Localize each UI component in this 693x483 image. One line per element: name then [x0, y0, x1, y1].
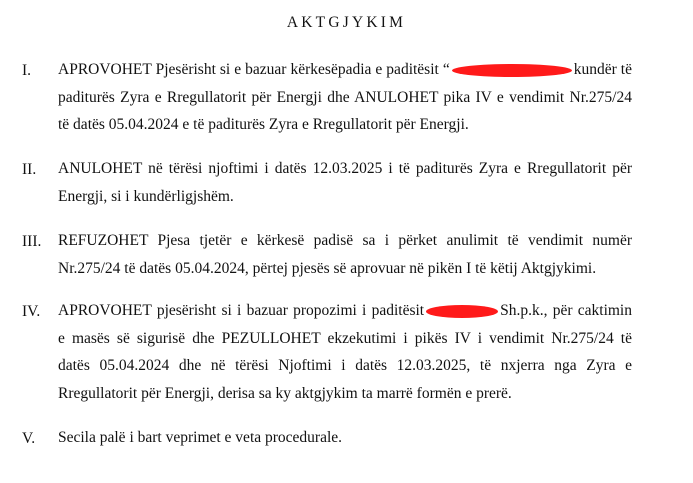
item-iii-line-1: REFUZOHET Pjesa tjetër e kërkesë padisë sa i përket anulimit të vendimit numër	[58, 232, 632, 249]
item-ii-line-2: Energji, si i kundërligjshëm.	[58, 187, 234, 205]
item-ii-line-1: ANULOHET në tërësi njoftimi i datës 12.03.2025 i të paditurës Zyra e Rregullatorit për	[58, 160, 632, 177]
item-number-i: I.	[22, 62, 32, 79]
item-ii-text	[58, 155, 632, 210]
item-iv-line-4: Rregullatorit për Energji, derisa sa ky aktgjykim ta marrë formën e prerë.	[58, 384, 512, 402]
item-i-text	[58, 56, 632, 139]
item-v-line-1: Secila palë i bart veprimet e veta procedurale.	[58, 429, 343, 446]
item-v-text	[58, 424, 632, 452]
document-title: AKTGJYKIM	[286, 14, 407, 31]
item-i-line-3: të datës 05.04.2024 e të paditurës Zyra e Rregullatorit për Energji.	[58, 116, 469, 133]
item-iii-line-2: Nr.275/24 të datës 05.04.2024, përtej pjesës së aprovuar në pikën I të këtij Aktgjykimi.	[58, 259, 597, 277]
item-number-iv: IV.	[22, 303, 41, 320]
item-number-iii: III.	[22, 233, 42, 250]
redaction-mark	[452, 64, 572, 77]
item-i-line-1: APROVOHET Pjesërisht si e bazuar kërkesëpadia e paditësit “ kundër të	[58, 61, 632, 78]
item-number-v: V.	[22, 430, 36, 447]
item-iv-line-1: APROVOHET pjesërisht si i bazuar propozimi i paditësit Sh.p.k., për caktimin	[58, 302, 632, 319]
item-iv-line-2: e masës së sigurisë dhe PEZULLOHET ekzekutimi i pikës IV i vendimit Nr.275/24 të	[58, 329, 632, 347]
item-number-ii: II.	[22, 161, 37, 178]
redaction-mark	[426, 305, 498, 318]
item-iv-text	[58, 297, 632, 407]
item-i-line-2: paditurës Zyra e Rregullatorit për Energji dhe ANULOHET pika IV e vendimit Nr.275/24	[58, 88, 632, 106]
item-iii-text	[58, 227, 632, 282]
item-iv-line-3: datës 05.04.2024 dhe në tërësi Njoftimi i datës 12.03.2025, të nxjerra nga Zyra e	[58, 357, 632, 374]
